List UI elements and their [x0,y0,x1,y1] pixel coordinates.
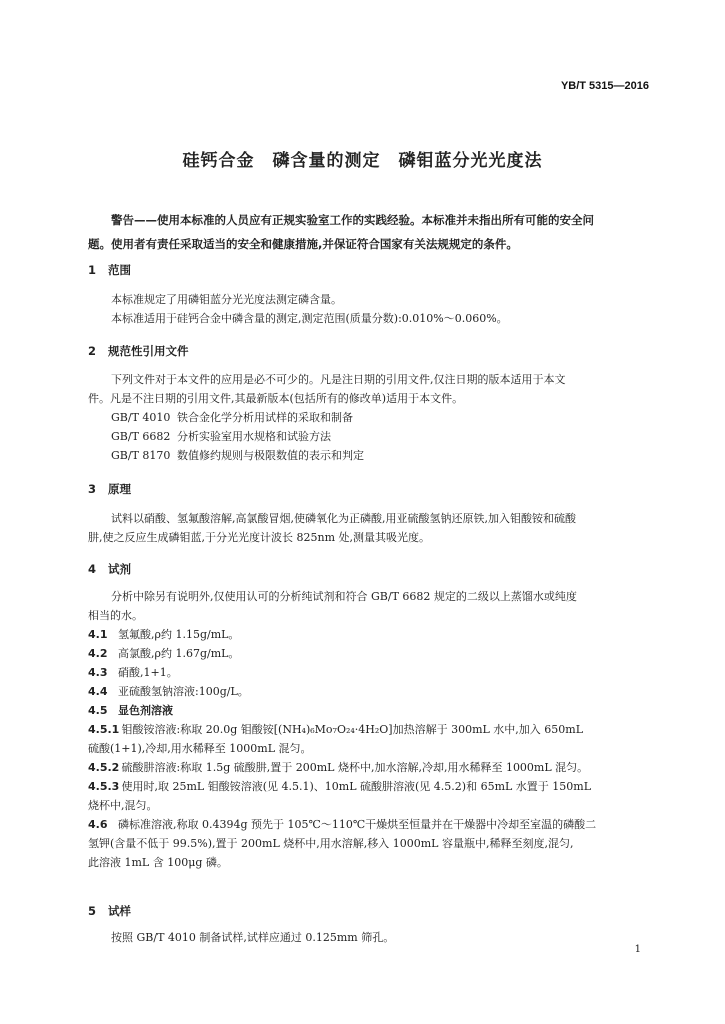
item-text: 磷标准溶液,称取 0.4394g 预先于 105℃～110℃干燥烘至恒量并在干燥器中冷却至室温的磷酸二 [118,818,597,831]
reagent-item [88,625,658,644]
section-number: 1 [88,263,97,277]
item-continuation: 氢钾(含量不低于 99.5%),置于 200mL 烧杯中,用水溶解,移入 1000mL 容量瓶中,稀释至刻度,混匀, [88,837,574,850]
reference-item [88,446,658,465]
warning-line-1: 警告——使用本标准的人员应有正规实验室工作的实践经验。本标准并未指出所有可能的安全问 [111,213,594,227]
reference-code: GB/T 8170 [111,449,171,462]
section-3-heading [88,481,131,497]
reference-item [88,427,658,446]
item-text: 使用时,取 25mL 钼酸铵溶液(见 4.5.1)、10mL 硫酸肼溶液(见 4.5.2)和 65mL 水置于 150mL [121,780,592,793]
item-text: 钼酸铵溶液:称取 20.0g 钼酸铵[(NH₄)₆Mo₇O₂₄·4H₂O]加热溶解于 300mL 水中,加入 650mL [121,723,584,736]
item-text: 氢氟酸,ρ约 1.15g/mL。 [118,628,240,641]
item-text: 硫酸肼溶液:称取 1.5g 硫酸肼,置于 200mL 烧杯中,加水溶解,冷却,用水稀释至 1000mL 混匀。 [121,761,589,774]
reagent-item [88,663,658,682]
item-number: 4.1 [88,628,108,641]
item-text: 硝酸,1+1。 [118,666,178,679]
section-title: 原理 [108,482,131,496]
item-text: 亚硫酸氢钠溶液:100g/L。 [118,685,249,698]
section-number: 3 [88,482,97,496]
section-number: 2 [88,344,97,358]
item-text: 显色剂溶液 [118,704,173,717]
paragraph: 按照 GB/T 4010 制备试样,试样应通过 0.125mm 筛孔。 [111,931,395,944]
item-continuation: 烧杯中,混匀。 [88,799,158,812]
paragraph: 肼,使之反应生成磷钼蓝,于分光光度计波长 825nm 处,测量其吸光度。 [88,531,430,544]
reagent-item [88,815,658,834]
reference-name: 数值修约规则与极限数值的表示和判定 [177,449,364,462]
section-title: 规范性引用文件 [108,344,189,358]
paragraph: 分析中除另有说明外,仅使用认可的分析纯试剂和符合 GB/T 6682 规定的二级以上蒸馏水或纯度 [111,590,577,603]
item-continuation: 硫酸(1+1),冷却,用水稀释至 1000mL 混匀。 [88,742,312,755]
section-3-body [88,509,658,547]
paragraph: 件。凡是不注日期的引用文件,其最新版本(包括所有的修改单)适用于本文件。 [88,392,464,405]
section-2-heading [88,343,189,359]
document-title: 硅钙合金 磷含量的测定 磷钼蓝分光光度法 [182,151,543,171]
paragraph: 试料以硝酸、氢氟酸溶解,高氯酸冒烟,使磷氧化为正磷酸,用亚硫酸氢钠还原铁,加入钼酸铵和硫酸 [111,512,576,525]
warning-line-2: 题。使用者有责任采取适当的安全和健康措施,并保证符合国家有关法规规定的条件。 [88,237,518,251]
section-number: 5 [88,904,97,918]
item-continuation: 此溶液 1mL 含 100μg 磷。 [88,856,228,869]
section-4-heading [88,561,131,577]
section-title: 试剂 [108,562,131,576]
item-number: 4.2 [88,647,108,660]
reagent-item [88,644,658,663]
paragraph: 本标准适用于硅钙合金中磷含量的测定,测定范围(质量分数):0.010%～0.060%。 [111,312,508,325]
page-number: 1 [634,944,641,955]
section-title: 试样 [108,904,131,918]
reagent-item [88,777,658,796]
reference-code: GB/T 6682 [111,430,171,443]
reagent-item [88,758,658,777]
reagent-item [88,682,658,701]
paragraph: 下列文件对于本文件的应用是必不可少的。凡是注日期的引用文件,仅注日期的版本适用于本文 [111,373,566,386]
section-title: 范围 [108,263,131,277]
section-5-heading [88,903,131,919]
reference-name: 铁合金化学分析用试样的采取和制备 [177,411,353,424]
item-number: 4.6 [88,818,108,831]
item-number: 4.5 [88,704,108,717]
reagent-item [88,720,658,739]
reference-code: GB/T 4010 [111,411,171,424]
standard-code: YB/T 5315—2016 [560,80,649,92]
paragraph: 相当的水。 [88,609,143,622]
item-number: 4.4 [88,685,108,698]
section-4-body [88,587,658,872]
reference-name: 分析实验室用水规格和试验方法 [177,430,331,443]
item-text: 高氯酸,ρ约 1.67g/mL。 [118,647,240,660]
reference-item [88,408,658,427]
item-number: 4.5.3 [88,780,120,793]
section-5-body [88,928,658,947]
section-number: 4 [88,562,97,576]
paragraph: 本标准规定了用磷钼蓝分光光度法测定磷含量。 [111,293,342,306]
item-number: 4.3 [88,666,108,679]
section-2-body [88,370,658,465]
item-number: 4.5.1 [88,723,120,736]
reagent-subheading [88,701,658,720]
warning-paragraph [88,208,654,256]
section-1-heading [88,262,131,278]
section-1-body [88,290,658,328]
item-number: 4.5.2 [88,761,120,774]
